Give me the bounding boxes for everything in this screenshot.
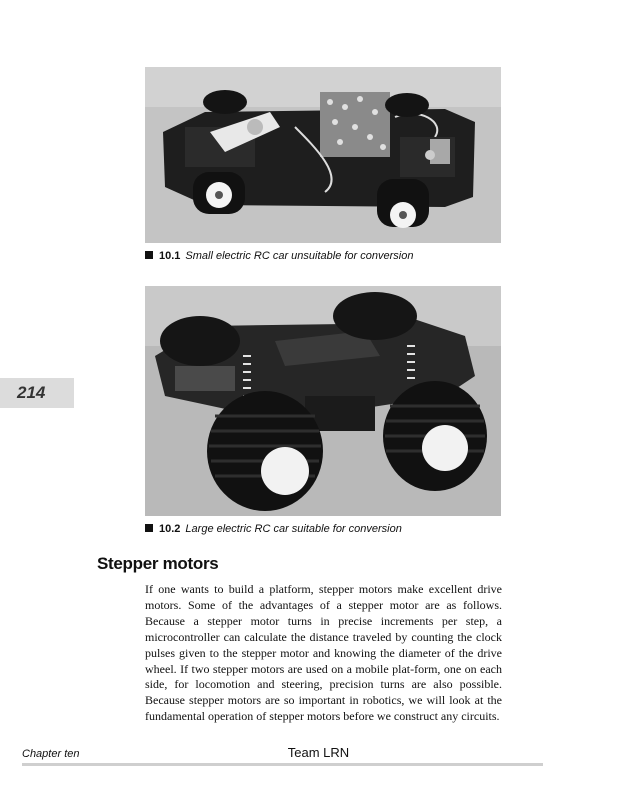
figure-caption-text: Small electric RC car unsuitable for conversion	[185, 250, 414, 262]
figure-number: 10.2	[159, 523, 181, 535]
figure-10-1-caption	[145, 250, 413, 262]
figure-caption-text: Large electric RC car suitable for conversion	[185, 523, 402, 535]
page-number-tab: 214	[0, 378, 74, 408]
footer-divider	[22, 763, 543, 766]
caption-bullet-icon	[145, 524, 153, 532]
figure-10-1-photo	[145, 67, 501, 243]
small-rc-car-image	[145, 67, 501, 243]
caption-bullet-icon	[145, 251, 153, 259]
figure-number: 10.1	[159, 250, 181, 262]
large-rc-car-image	[145, 286, 501, 516]
footer-center-text: Team LRN	[287, 745, 350, 760]
figure-10-2-caption	[145, 523, 402, 535]
body-paragraph: If one wants to build a platform, stepper motors make excellent drive motors. Some of the advantages of a stepper motor are as follows. Because a stepper motor turns in precise increments per step, a microcontroller can calculate the distance traveled by counting the clock pulses given to the stepper motor and knowing the diameter of the drive wheel. If two stepper motors are used on a mobile plat-form, one on each side, for locomotion and steering, precision turns are also possible. Because stepper motors are so important in robotics, we will look at the fundamental operation of stepper motors before we construct any circuits.	[145, 582, 502, 724]
section-heading: Stepper motors	[97, 554, 219, 573]
footer-chapter-label: Chapter ten	[22, 748, 80, 760]
figure-10-2-photo	[145, 286, 501, 516]
